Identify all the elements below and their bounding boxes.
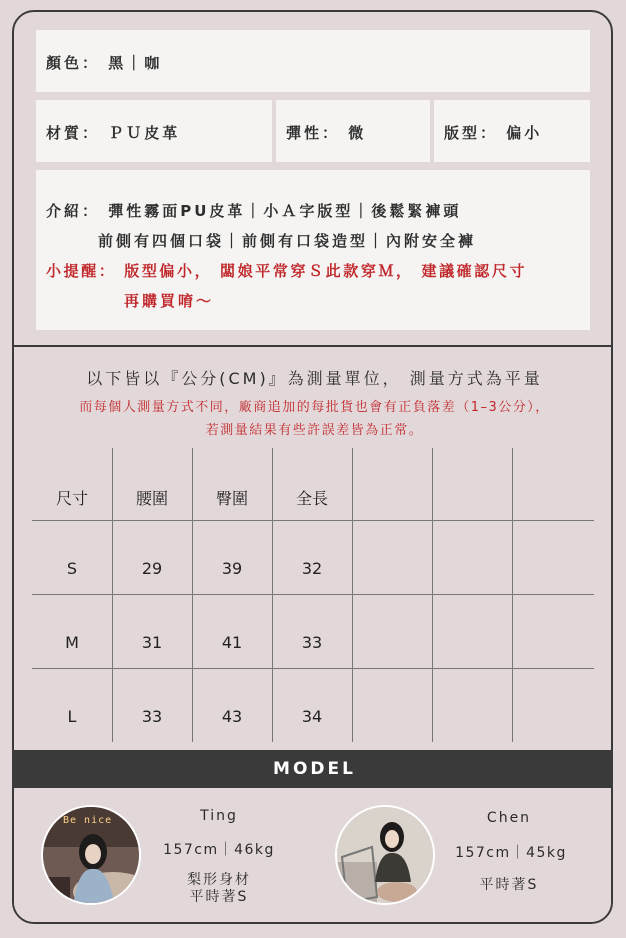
header-length: 全長	[295, 489, 328, 508]
model-ting-name: Ting	[200, 808, 238, 824]
neon-sign-text: Be nice	[63, 815, 113, 826]
table-cell: L	[67, 707, 77, 726]
model-ting-photo	[41, 805, 141, 905]
color-text: 顏色： 黑｜咖	[46, 54, 163, 72]
table-cell: M	[65, 633, 79, 652]
measure-warning-1: 而每個人測量方式不同，廠商追加的每批貨也會有正負落差（1–3公分），	[79, 400, 550, 415]
table-cell: 29	[141, 559, 163, 578]
color-card	[36, 30, 590, 92]
table-hline	[32, 520, 594, 521]
table-vline	[432, 448, 433, 742]
table-vline	[352, 448, 353, 742]
model-heading: MODEL	[14, 750, 613, 788]
material-text: 材質： ＰＵ皮革	[46, 124, 181, 142]
fit-text: 版型： 偏小	[444, 124, 543, 142]
header-hip: 臀圍	[215, 489, 248, 508]
reminder-line-1: 小提醒： 版型偏小， 闆娘平常穿Ｓ此款穿Ｍ， 建議確認尺寸	[46, 262, 528, 280]
model-ting-stats: 157cm｜46kg	[163, 842, 275, 858]
model-chen-stats: 157cm｜45kg	[455, 845, 567, 861]
table-cell: 34	[301, 707, 323, 726]
model-chen-size: 平時著S	[479, 877, 539, 893]
elasticity-card	[276, 100, 430, 162]
measure-warning-2: 若測量結果有些許誤差皆為正常。	[205, 423, 424, 438]
intro-card	[36, 170, 590, 330]
fit-card	[434, 100, 590, 162]
table-cell: 32	[301, 559, 323, 578]
table-cell: 39	[221, 559, 243, 578]
table-cell: S	[66, 559, 78, 578]
table-cell: 33	[301, 633, 323, 652]
section-divider	[14, 345, 613, 347]
header-size: 尺寸	[55, 489, 88, 508]
model-chen-photo	[335, 805, 435, 905]
table-cell: 31	[141, 633, 163, 652]
table-vline	[512, 448, 513, 742]
measure-note: 以下皆以『公分(CM)』為測量單位， 測量方式為平量	[86, 369, 543, 388]
size-table	[32, 448, 594, 748]
material-card	[36, 100, 272, 162]
model-ting-size: 平時著S	[189, 889, 249, 905]
table-hline	[32, 668, 594, 669]
elasticity-text: 彈性： 微	[286, 124, 367, 142]
table-cell: 33	[141, 707, 163, 726]
model-photo-illustration	[337, 807, 435, 905]
page-frame	[12, 10, 613, 924]
model-ting-body: 梨形身材	[187, 872, 251, 888]
model-chen-name: Chen	[486, 810, 532, 826]
table-cell: 41	[221, 633, 243, 652]
reminder-line-2: 再購買唷～	[124, 292, 215, 310]
table-cell: 43	[221, 707, 243, 726]
header-waist: 腰圍	[135, 489, 168, 508]
intro-line-2: 前側有四個口袋｜前側有口袋造型｜內附安全褲	[98, 232, 477, 250]
table-hline	[32, 594, 594, 595]
intro-line-1: 介紹： 彈性霧面PU皮革｜小Ａ字版型｜後鬆緊褲頭	[46, 202, 462, 220]
